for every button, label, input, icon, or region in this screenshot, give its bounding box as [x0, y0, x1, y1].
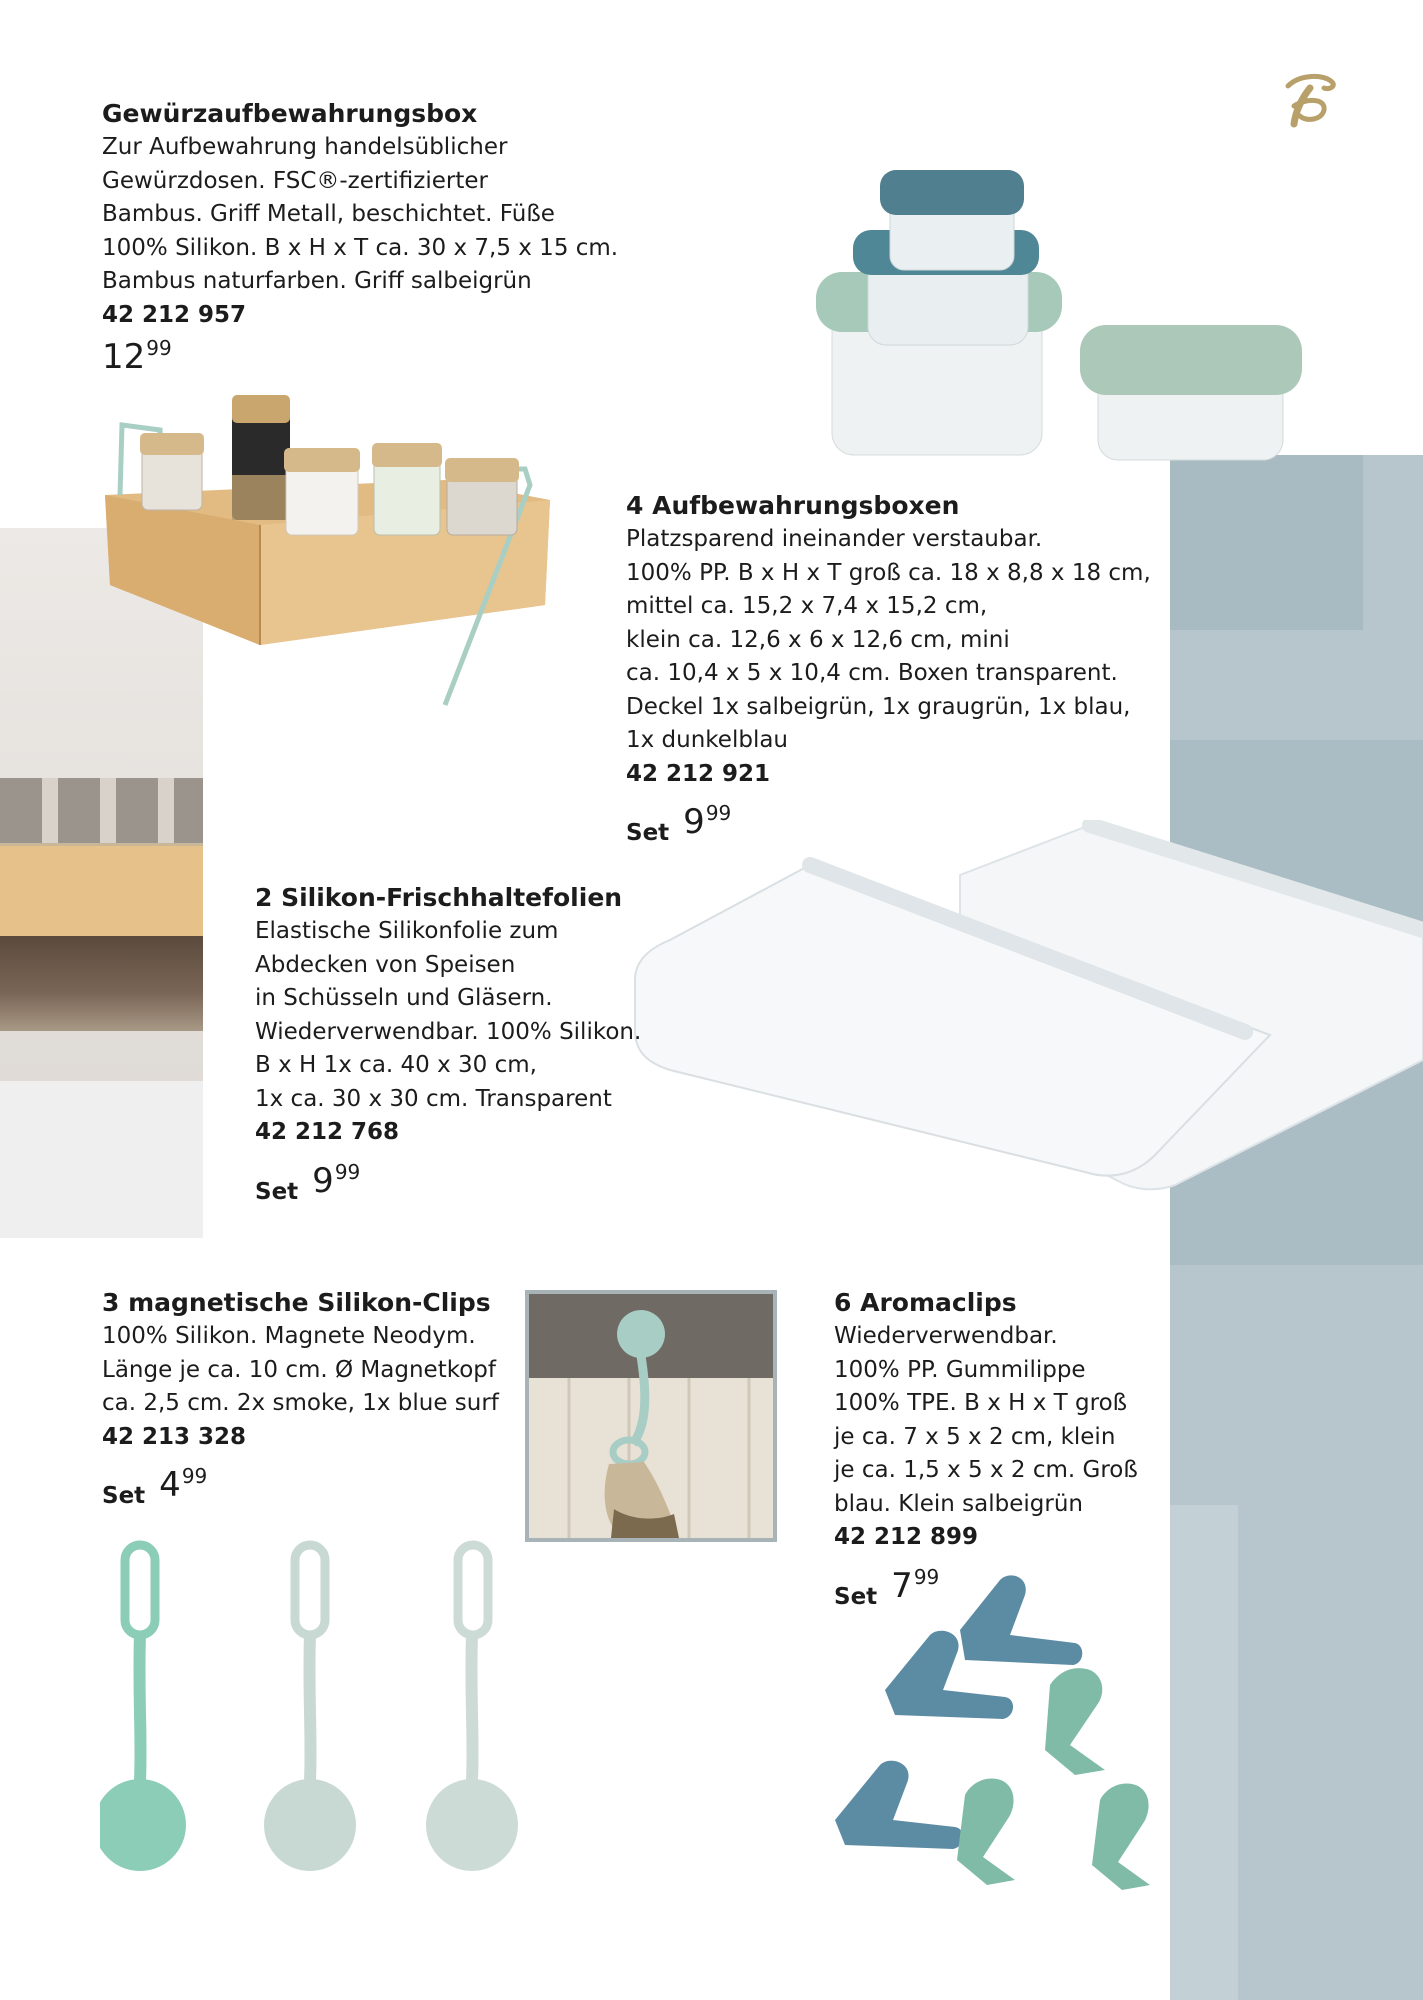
- product-spice-box: [102, 96, 662, 376]
- price-main: 7: [891, 1565, 913, 1606]
- product-storage-boxes: [626, 488, 1186, 851]
- article-number: 42 212 957: [102, 301, 247, 328]
- magnetic-clip-photo: [525, 1290, 777, 1542]
- product-title: Gewürzaufbewahrungsbox: [102, 99, 478, 128]
- magnetic-clips-image: [100, 1540, 540, 1875]
- product-description: Platzsparend ineinander verstaubar. 100% PP. B x H x T groß ca. 18 x 8,8 x 18 cm, mittel ca. 15,2 x 7,4 x 15,2 cm, klein ca. 12,6 x 6 x 12,6 cm, mini ca. 10,4 x 5 x 10,4 cm. Boxen transparent. Deckel 1x salbeigrün, 1x graugrün, 1x blau, 1x dunkelblau: [626, 526, 1151, 753]
- price-main: 4: [159, 1465, 181, 1505]
- price-cents: 99: [146, 336, 172, 360]
- product-title: 2 Silikon-Frischhaltefolien: [255, 883, 623, 912]
- shelf-bottom: [0, 1081, 203, 1238]
- shelf-board: [0, 846, 203, 936]
- spice-box-image: [100, 385, 580, 715]
- price-cents: 99: [181, 1464, 208, 1488]
- product-magnetic-clips: [102, 1285, 522, 1514]
- product-description: 100% Silikon. Magnete Neodym. Länge je ca. 10 cm. Ø Magnetkopf ca. 2,5 cm. 2x smoke, 1x blue surf: [102, 1323, 499, 1416]
- price-main: 9: [683, 802, 705, 842]
- product-title: 6 Aromaclips: [834, 1288, 1017, 1317]
- price-prefix: Set: [102, 1483, 146, 1509]
- price-cents: 99: [913, 1564, 940, 1589]
- price-prefix: Set: [834, 1583, 878, 1610]
- product-description: Zur Aufbewahrung handelsüblicher Gewürzdosen. FSC®-zertifizierter Bambus. Griff Metall, beschichtet. Füße 100% Silikon. B x H x T ca. 30 x 7,5 x 15 cm. Bambus naturfarben. Griff salbeigrün: [102, 134, 619, 294]
- product-title: 3 magnetische Silikon-Clips: [102, 1288, 491, 1317]
- silicone-film-image: [630, 820, 1423, 1205]
- price-cents: 99: [334, 1159, 361, 1184]
- product-description: Elastische Silikonfolie zum Abdecken von Speisen in Schüsseln und Gläsern. Wiederverwendbar. 100% Silikon. B x H 1x ca. 40 x 30 cm, 1x ca. 30 x 30 cm. Transparent: [255, 918, 642, 1112]
- price: [102, 1466, 522, 1514]
- clip-smoke-icon: [426, 1545, 518, 1871]
- article-number: 42 213 328: [102, 1423, 247, 1450]
- storage-boxes-image: [808, 160, 1323, 470]
- price: [255, 1159, 675, 1210]
- tchibo-logo-icon: [1280, 68, 1340, 130]
- price-prefix: Set: [255, 1178, 299, 1205]
- clip-smoke-icon: [264, 1545, 356, 1871]
- price: [102, 338, 662, 376]
- product-title: 4 Aufbewahrungsboxen: [626, 491, 960, 520]
- right-accent-panel-tile: [1170, 455, 1363, 630]
- product-description: Wiederverwendbar. 100% PP. Gummilippe 100% TPE. B x H x T groß je ca. 7 x 5 x 2 cm, klein je ca. 1,5 x 5 x 2 cm. Groß blau. Klein salbeigrün: [834, 1323, 1138, 1517]
- article-number: 42 212 768: [255, 1119, 400, 1145]
- article-number: 42 212 899: [834, 1524, 979, 1550]
- aroma-clips-image: [805, 1565, 1205, 1910]
- price-prefix: Set: [626, 820, 670, 846]
- shelf-wood: [0, 936, 203, 1031]
- price-main: 9: [312, 1160, 334, 1201]
- product-silicone-film: [255, 880, 675, 1209]
- article-number: 42 212 921: [626, 760, 771, 787]
- clip-sage-icon: [100, 1545, 186, 1871]
- price-main: 12: [102, 337, 146, 377]
- price-cents: 99: [705, 801, 732, 825]
